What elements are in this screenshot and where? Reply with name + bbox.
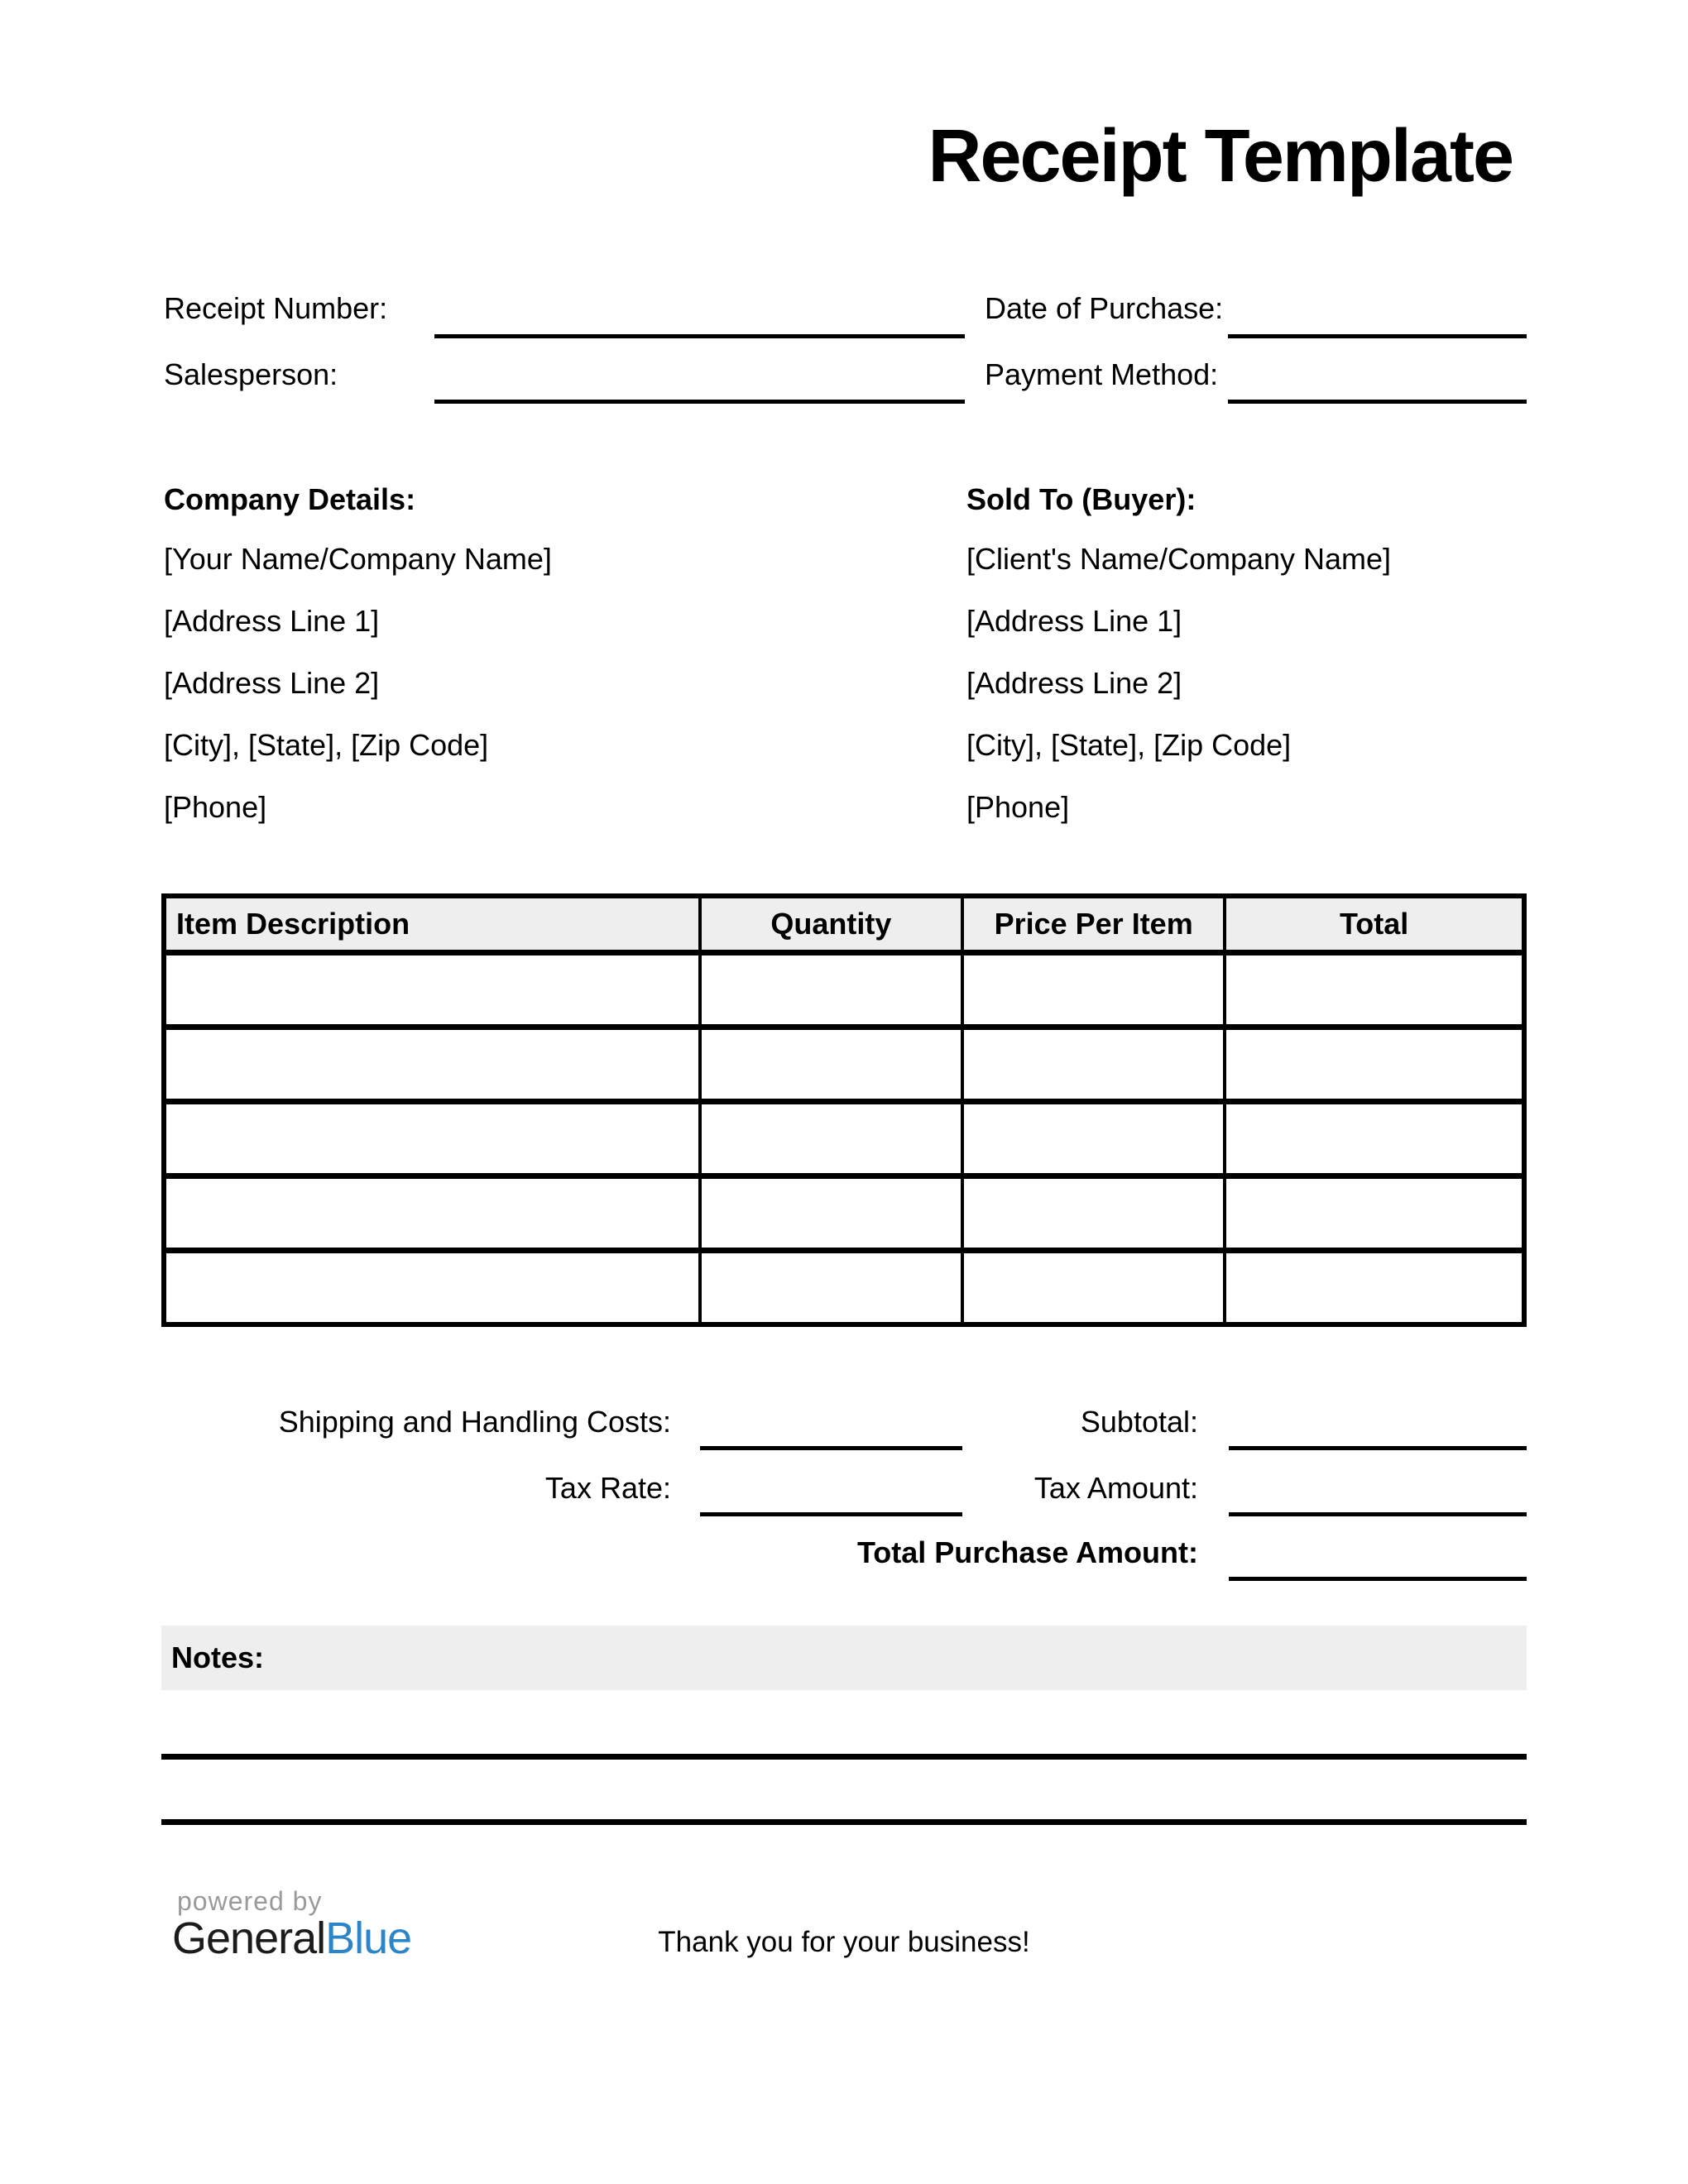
item-cell[interactable] <box>1225 1250 1524 1324</box>
total-purchase-amount-label: Total Purchase Amount: <box>856 1535 1198 1569</box>
notes-label: Notes: <box>171 1640 265 1674</box>
column-header-price-per-item: Price Per Item <box>962 896 1225 952</box>
company-phone: [Phone] <box>164 790 267 824</box>
item-cell[interactable] <box>1225 1027 1524 1101</box>
items-table-body <box>164 952 1524 1324</box>
tax-amount-label: Tax Amount: <box>1033 1471 1198 1505</box>
item-cell[interactable] <box>700 1250 962 1324</box>
item-cell[interactable] <box>962 1027 1225 1101</box>
shipping-costs-input-line[interactable] <box>700 1446 962 1450</box>
table-row <box>164 1250 1524 1324</box>
items-table-header <box>164 896 1524 952</box>
column-header-item-description: Item Description <box>164 896 700 952</box>
item-cell[interactable] <box>1225 952 1524 1027</box>
buyer-address-line-1: [Address Line 1] <box>966 604 1182 638</box>
subtotal-label: Subtotal: <box>1080 1405 1198 1439</box>
payment-method-input-line[interactable] <box>1228 400 1527 404</box>
buyer-address-line-2: [Address Line 2] <box>966 666 1182 700</box>
item-cell[interactable] <box>164 1027 700 1101</box>
tax-rate-input-line[interactable] <box>700 1512 962 1516</box>
company-address-line-2: [Address Line 2] <box>164 666 380 700</box>
brand-general-text: General <box>172 1913 326 1963</box>
item-cell[interactable] <box>962 1101 1225 1176</box>
company-details-heading: Company Details: <box>164 482 416 516</box>
item-cell[interactable] <box>1225 1101 1524 1176</box>
notes-line-2[interactable] <box>161 1819 1527 1825</box>
salesperson-label: Salesperson: <box>164 357 338 391</box>
date-of-purchase-input-line[interactable] <box>1228 334 1527 338</box>
salesperson-input-line[interactable] <box>434 400 965 404</box>
item-cell[interactable] <box>164 1250 700 1324</box>
company-address-line-1: [Address Line 1] <box>164 604 380 638</box>
table-row <box>164 952 1524 1027</box>
tax-rate-label: Tax Rate: <box>544 1471 671 1505</box>
page-title: Receipt Template <box>928 115 1513 198</box>
notes-line-1[interactable] <box>161 1754 1527 1760</box>
item-cell[interactable] <box>700 1176 962 1250</box>
column-header-total: Total <box>1225 896 1524 952</box>
buyer-name-line: [Client's Name/Company Name] <box>966 542 1392 576</box>
total-purchase-amount-input-line[interactable] <box>1229 1577 1527 1581</box>
item-cell[interactable] <box>1225 1176 1524 1250</box>
item-cell[interactable] <box>962 1176 1225 1250</box>
item-cell[interactable] <box>700 1101 962 1176</box>
payment-method-label: Payment Method: <box>985 357 1219 391</box>
receipt-number-input-line[interactable] <box>434 334 965 338</box>
buyer-phone: [Phone] <box>966 790 1070 824</box>
table-row <box>164 1027 1524 1101</box>
item-cell[interactable] <box>962 1250 1225 1324</box>
notes-bar <box>161 1626 1527 1690</box>
subtotal-input-line[interactable] <box>1229 1446 1527 1450</box>
company-name-line: [Your Name/Company Name] <box>164 542 552 576</box>
tax-amount-input-line[interactable] <box>1229 1512 1527 1516</box>
receipt-number-label: Receipt Number: <box>164 291 388 325</box>
sold-to-heading: Sold To (Buyer): <box>966 482 1196 516</box>
item-cell[interactable] <box>164 1176 700 1250</box>
item-cell[interactable] <box>164 952 700 1027</box>
table-row <box>164 1101 1524 1176</box>
buyer-city-state-zip: [City], [State], [Zip Code] <box>966 728 1292 762</box>
item-cell[interactable] <box>164 1101 700 1176</box>
items-table <box>161 893 1527 1327</box>
shipping-costs-label: Shipping and Handling Costs: <box>278 1405 671 1439</box>
item-cell[interactable] <box>700 1027 962 1101</box>
powered-by-text: powered by <box>177 1886 323 1916</box>
table-row <box>164 1176 1524 1250</box>
brand-blue-text: Blue <box>325 1913 412 1963</box>
company-city-state-zip: [City], [State], [Zip Code] <box>164 728 489 762</box>
thank-you-text: Thank you for your business! <box>658 1926 1030 1958</box>
item-cell[interactable] <box>700 952 962 1027</box>
date-of-purchase-label: Date of Purchase: <box>985 291 1224 325</box>
item-cell[interactable] <box>962 952 1225 1027</box>
column-header-quantity: Quantity <box>700 896 962 952</box>
